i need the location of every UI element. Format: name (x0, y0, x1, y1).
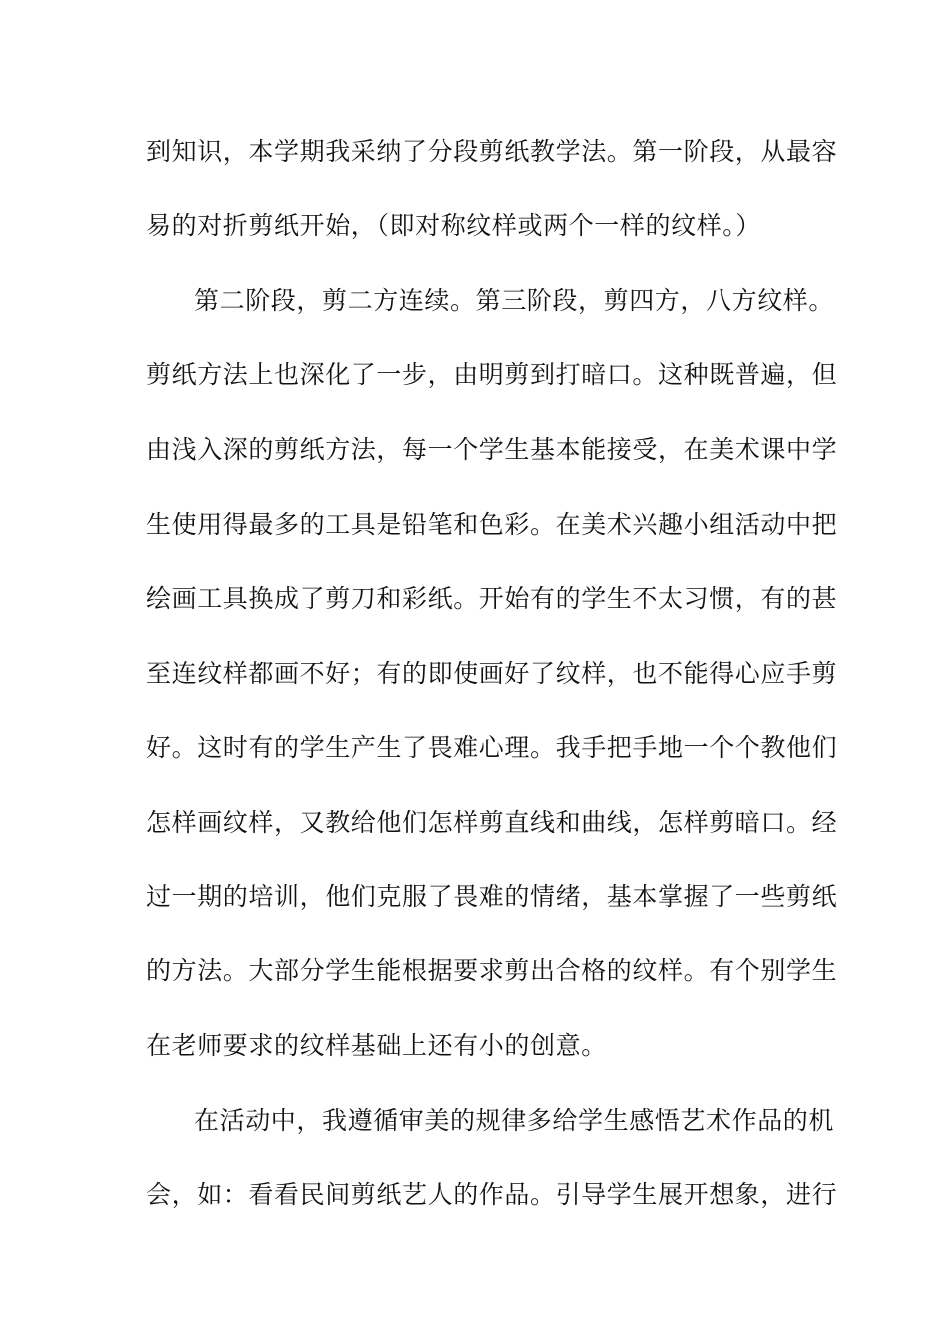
text-line-5: 由浅入深的剪纸方法，每一个学生基本能接受，在美术课中学 (146, 435, 838, 464)
text-line-2: 易的对折剪纸开始，（即对称纹样或两个一样的纹样。） (146, 211, 762, 240)
text-line-13: 在老师要求的纹样基础上还有小的创意。 (146, 1031, 607, 1060)
text-line-1: 到知识，本学期我采纳了分段剪纸教学法。第一阶段，从最容 (146, 137, 838, 166)
text-line-9: 好。这时有的学生产生了畏难心理。我手把手地一个个教他们 (146, 733, 838, 762)
text-line-10: 怎样画纹样，又教给他们怎样剪直线和曲线，怎样剪暗口。经 (146, 808, 838, 837)
text-line-8: 至连纹样都画不好；有的即使画好了纹样，也不能得心应手剪 (146, 659, 838, 688)
text-line-15: 会，如：看看民间剪纸艺人的作品。引导学生展开想象，进行 (146, 1180, 838, 1209)
text-line-6: 生使用得最多的工具是铅笔和色彩。在美术兴趣小组活动中把 (146, 510, 838, 539)
text-line-14: 在活动中，我遵循审美的规律多给学生感悟艺术作品的机 (194, 1106, 835, 1135)
text-line-7: 绘画工具换成了剪刀和彩纸。开始有的学生不太习惯，有的甚 (146, 584, 838, 613)
text-line-3: 第二阶段，剪二方连续。第三阶段，剪四方，八方纹样。 (194, 286, 835, 315)
text-line-11: 过一期的培训，他们克服了畏难的情绪，基本掌握了一些剪纸 (146, 882, 838, 911)
text-line-4: 剪纸方法上也深化了一步，由明剪到打暗口。这种既普遍，但 (146, 360, 838, 389)
text-line-12: 的方法。大部分学生能根据要求剪出合格的纹样。有个别学生 (146, 956, 838, 985)
